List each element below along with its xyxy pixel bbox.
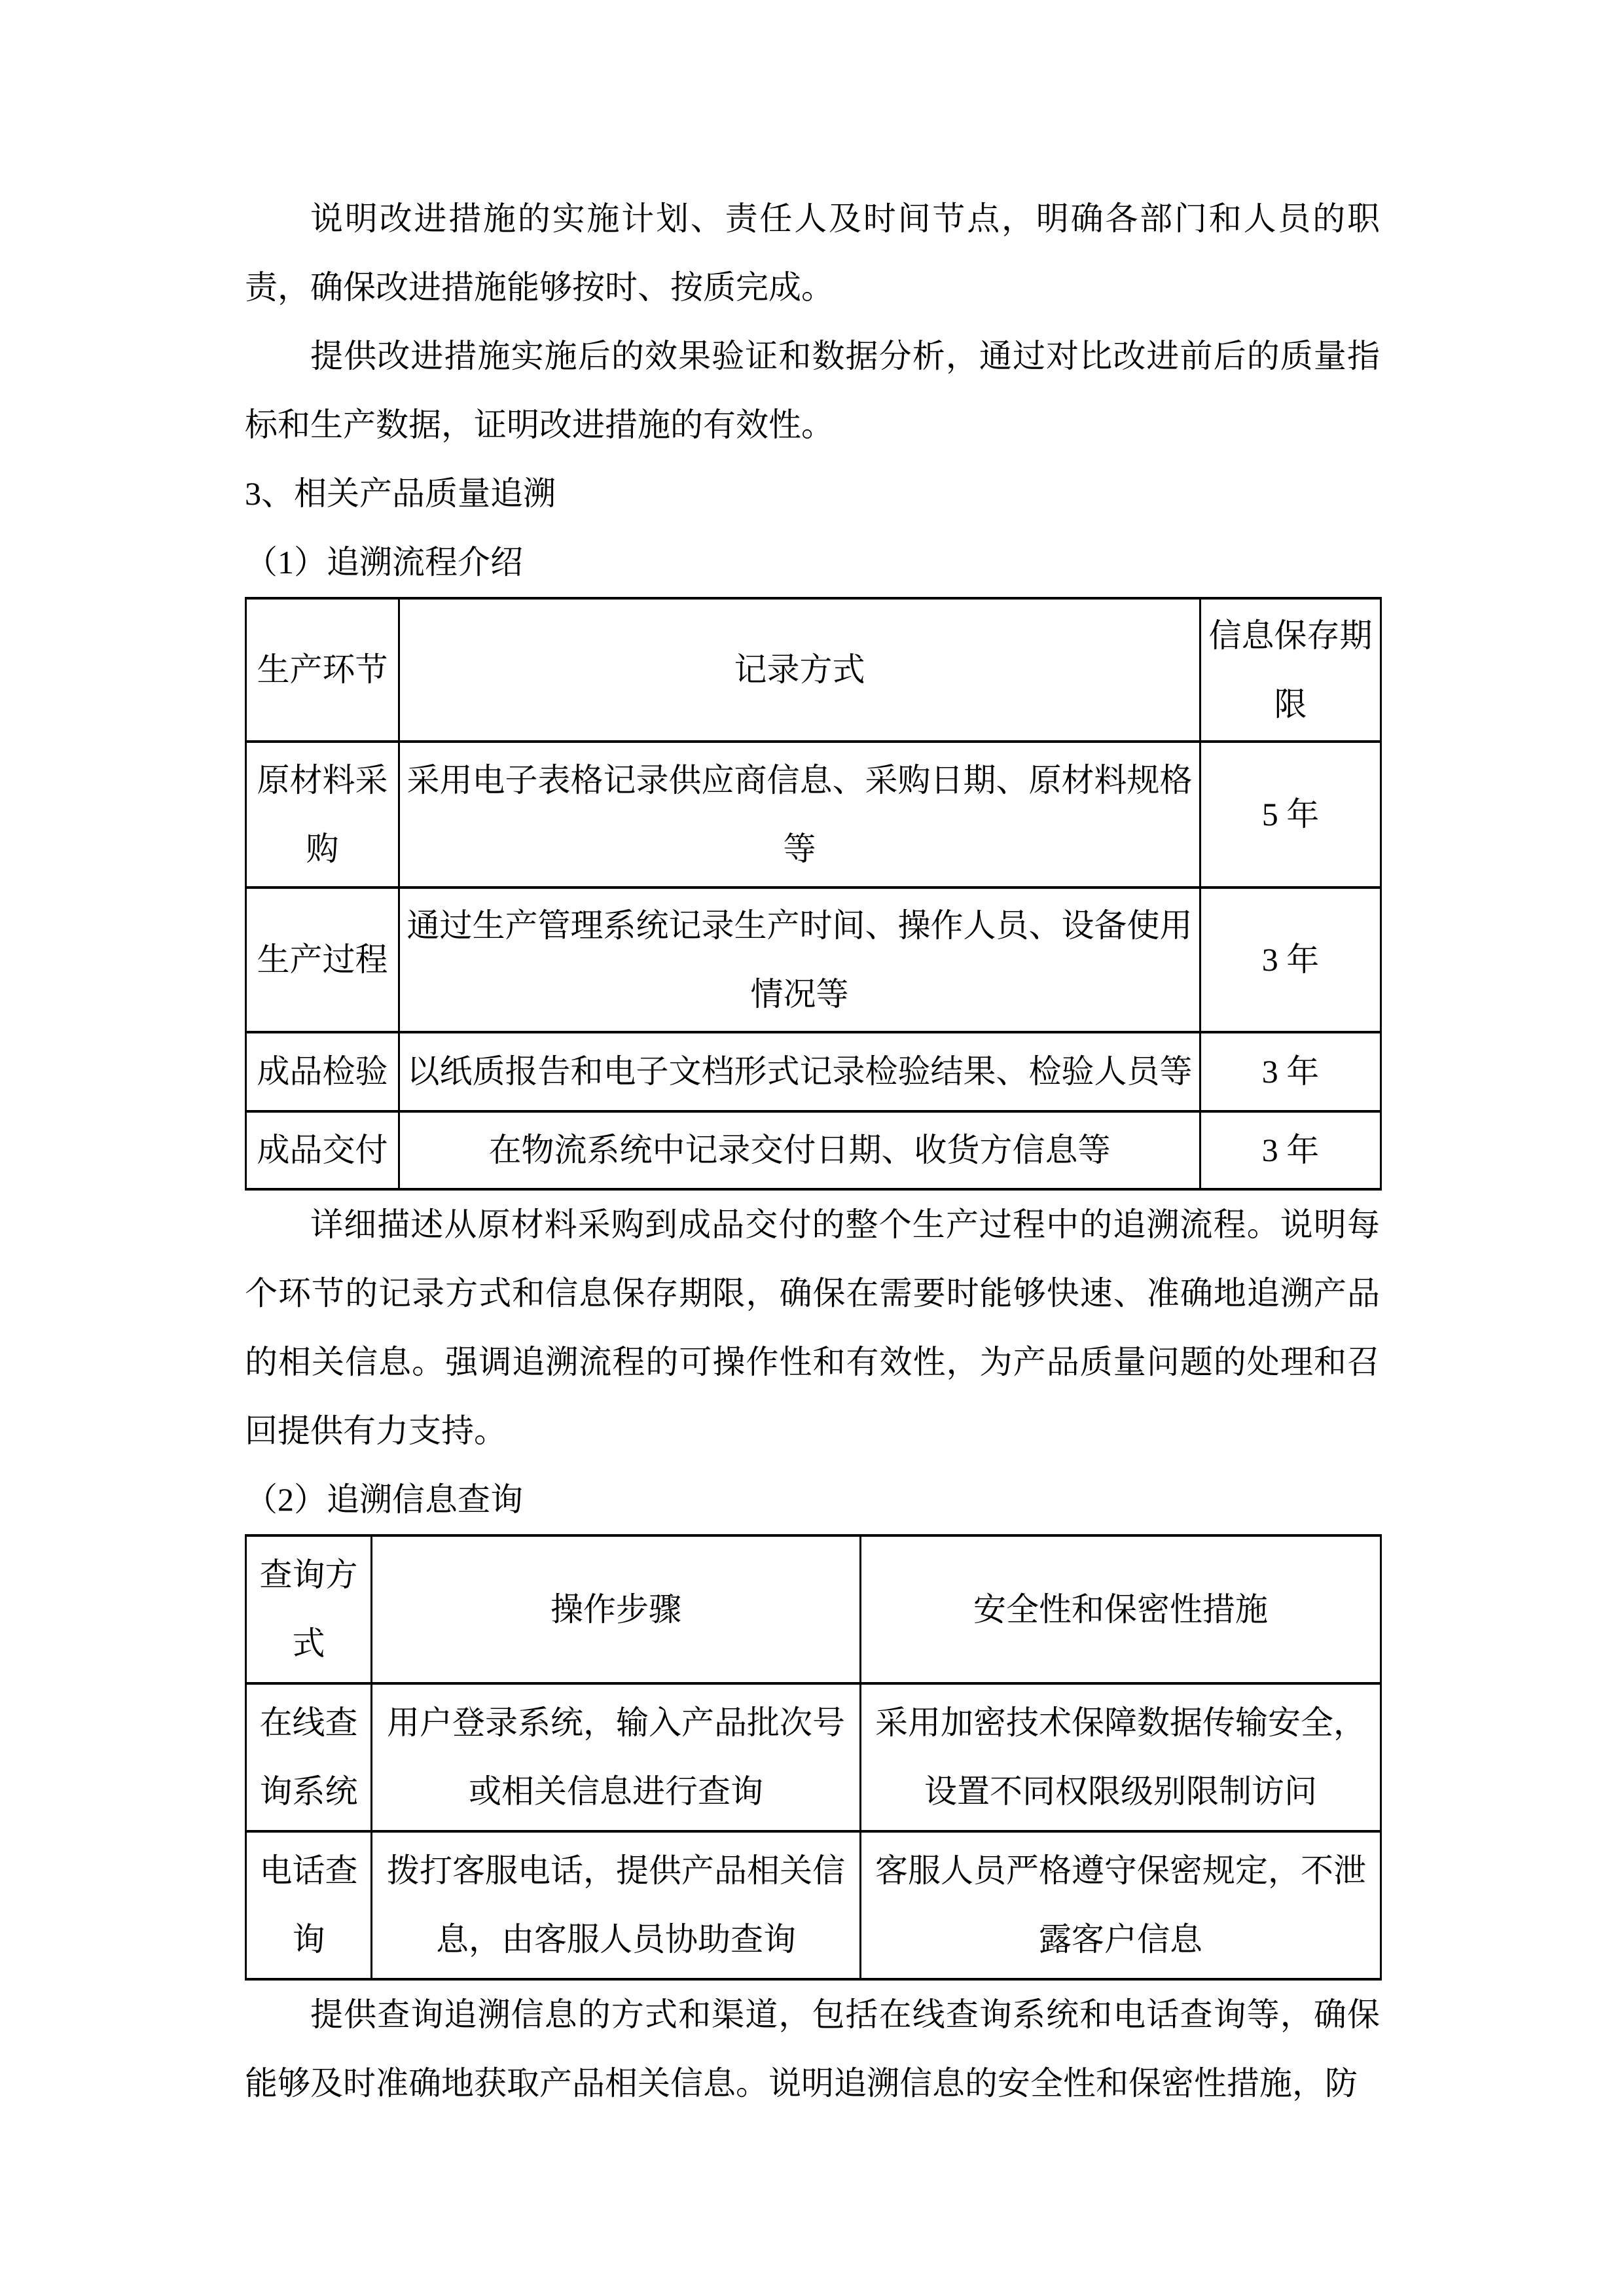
paragraph-improvement-plan: 说明改进措施的实施计划、责任人及时间节点，明确各部门和人员的职责，确保改进措施能够按时、按质完成。 [245,200,1380,306]
table-cell: 采用电子表格记录供应商信息、采购日期、原材料规格等 [399,742,1200,888]
table-cell: 拨打客服电话，提供产品相关信息，由客服人员协助查询 [372,1831,861,1979]
table-cell: 3 年 [1200,888,1381,1032]
trace-table-header-cell: 记录方式 [399,598,1200,742]
table-cell: 3 年 [1200,1111,1381,1189]
table-cell: 用户登录系统，输入产品批次号或相关信息进行查询 [372,1683,861,1831]
query-table-header-row [246,1535,1381,1683]
query-table-header-cell: 安全性和保密性措施 [861,1535,1381,1683]
table-cell: 成品检验 [246,1032,399,1111]
document-content [245,185,1380,2118]
table-cell: 电话查询 [246,1831,372,1979]
table-cell: 3 年 [1200,1032,1381,1111]
sub-heading-trace-query: （2）追溯信息查询 [245,1481,523,1518]
paragraph-query-description: 提供查询追溯信息的方式和渠道，包括在线查询系统和电话查询等，确保能够及时准确地获取产品相关信息。说明追溯信息的安全性和保密性措施，防 [245,1996,1380,2102]
trace-table-row [246,1032,1381,1111]
table-cell: 客服人员严格遵守保密规定，不泄露客户信息 [861,1831,1381,1979]
query-table [245,1534,1382,1981]
table-cell: 在物流系统中记录交付日期、收货方信息等 [399,1111,1200,1189]
query-table-header-cell: 查询方式 [246,1535,372,1683]
trace-table-header-cell: 生产环节 [246,598,399,742]
paragraph-effect-verification: 提供改进措施实施后的效果验证和数据分析，通过对比改进前后的质量指标和生产数据，证明改进措施的有效性。 [245,338,1380,443]
section-heading: 3、相关产品质量追溯 [245,475,556,512]
sub-heading-trace-process: （1）追溯流程介绍 [245,544,523,581]
table-cell: 成品交付 [246,1111,399,1189]
table-cell: 生产过程 [246,888,399,1032]
table-cell: 采用加密技术保障数据传输安全，设置不同权限级别限制访问 [861,1683,1381,1831]
trace-table [245,597,1382,1191]
trace-table-header-row [246,598,1381,742]
table-cell: 以纸质报告和电子文档形式记录检验结果、检验人员等 [399,1032,1200,1111]
query-table-row [246,1683,1381,1831]
query-table-row [246,1831,1381,1979]
query-table-header-cell: 操作步骤 [372,1535,861,1683]
trace-table-row [246,1111,1381,1189]
trace-table-row [246,742,1381,888]
table-cell: 在线查询系统 [246,1683,372,1831]
table-cell: 原材料采购 [246,742,399,888]
paragraph-trace-description: 详细描述从原材料采购到成品交付的整个生产过程中的追溯流程。说明每个环节的记录方式和信息保存期限，确保在需要时能够快速、准确地追溯产品的相关信息。强调追溯流程的可操作性和有效性，为产品质量问题的处理和召回提供有力支持。 [245,1206,1380,1449]
trace-table-row [246,888,1381,1032]
trace-table-header-cell: 信息保存期限 [1200,598,1381,742]
table-cell: 通过生产管理系统记录生产时间、操作人员、设备使用情况等 [399,888,1200,1032]
table-cell: 5 年 [1200,742,1381,888]
